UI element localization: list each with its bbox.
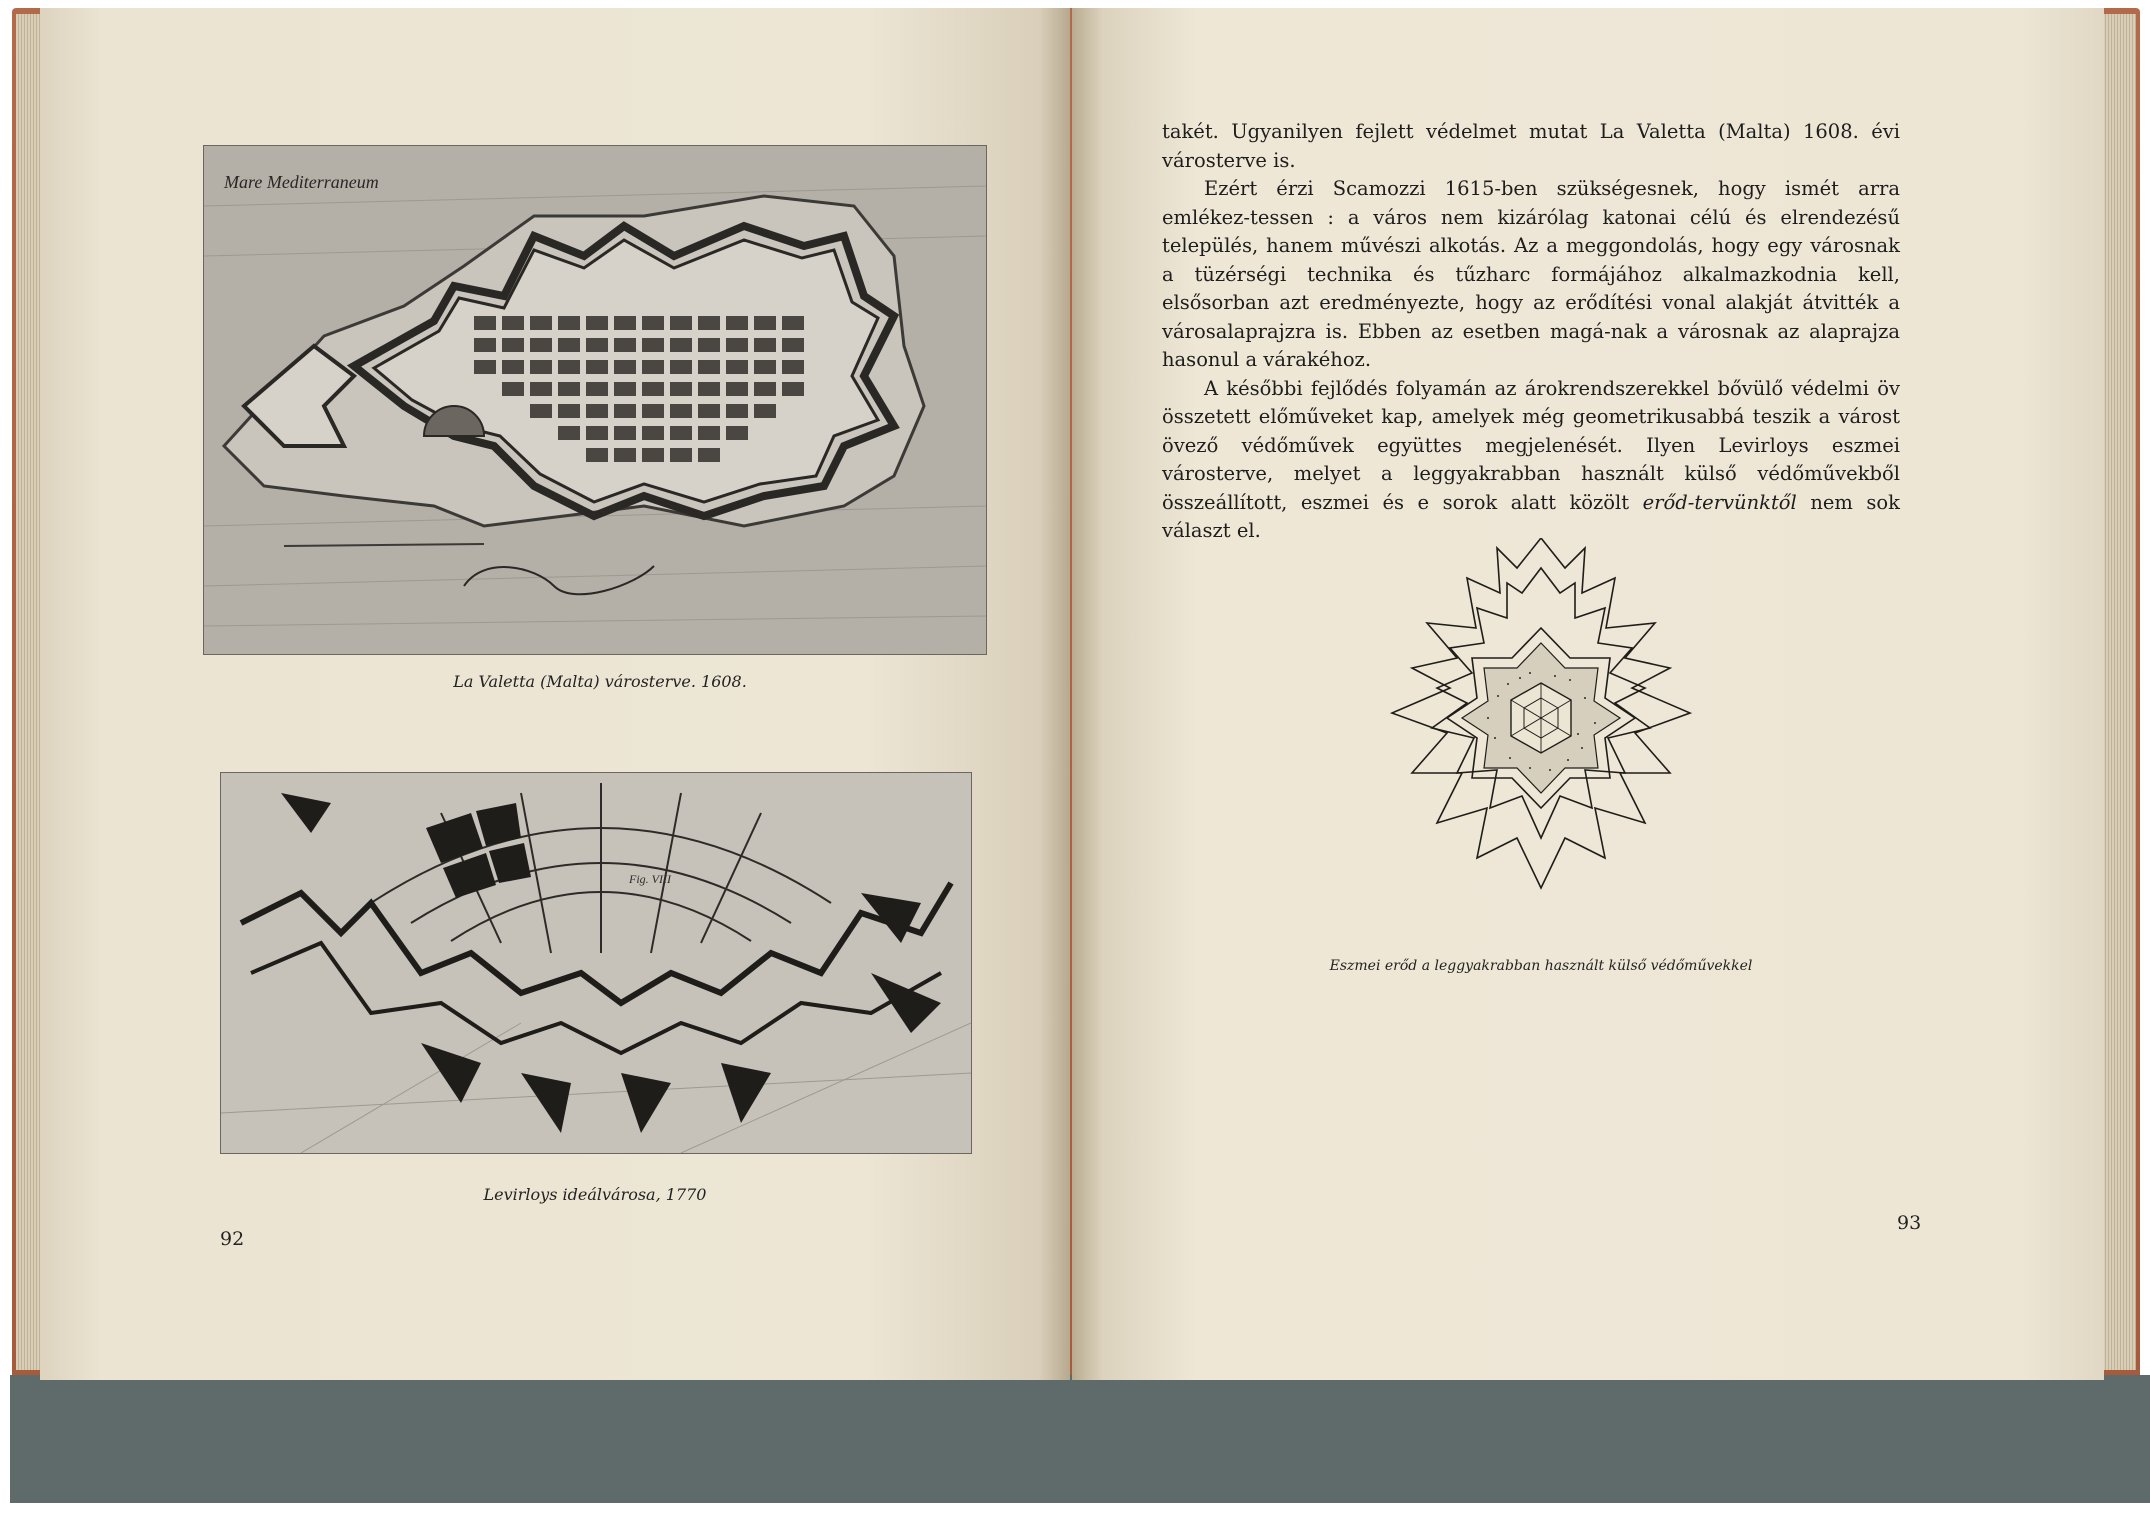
ideal-fortress-figure <box>1370 538 1712 938</box>
paragraph-3-emphasis: erőd-tervünktől <box>1642 490 1797 514</box>
left-page-number: 92 <box>220 1228 245 1250</box>
levirloys-map-inscription: Fig. VIII <box>629 872 671 886</box>
levirloys-map-drawing <box>221 773 971 1153</box>
levirloys-map-image <box>220 772 972 1154</box>
right-page-number: 93 <box>1897 1212 1922 1234</box>
paragraph-1: takét. Ugyanilyen fejlett védelmet mutat La Valetta (Malta) 1608. évi városterve is. <box>1162 120 1900 172</box>
body-text <box>1162 118 1900 546</box>
left-page-edges <box>16 14 42 1370</box>
valetta-caption: La Valetta (Malta) városterve. 1608. <box>453 672 747 691</box>
paragraph-3 <box>1162 375 1900 546</box>
levirloys-caption: Levirloys ideálvárosa, 1770 <box>483 1185 707 1204</box>
paragraph-3-ending: nem sok választ el. <box>1162 490 1900 542</box>
valetta-map-inscription: Mare Mediterraneum <box>224 172 379 192</box>
fortress-caption: Eszmei erőd a leggyakrabban használt külső védőművekkel <box>1329 958 1753 974</box>
paragraph-2: Ezért érzi Scamozzi 1615-ben szükségesnek, hogy ismét arra emlékez-tessen : a város nem kizárólag katonai célú és elrendezésű település, hanem művészi alkotás. Az a meggondolás, hogy egy városnak a tüzérségi technika és tűzharc formájához alkalmazkodnia kell, elsősorban azt eredményezte, hogy az erődítési vonal alakját átvitték a városalaprajzra is. Ebben az esetben magá-nak a városnak az alaprajza hasonul a várakéhoz. <box>1162 177 1900 371</box>
ideal-fortress-drawing <box>1370 538 1712 938</box>
table-surface <box>10 1375 2150 1503</box>
valetta-map-drawing <box>204 146 986 654</box>
valetta-map-image <box>203 145 987 655</box>
paragraph-3-text: A későbbi fejlődés folyamán az árokrendszerekkel bővülő védelmi öv összetett előműveket kap, amelyek még geometrikusabbá teszik a várost övező védőművek együttes megjelenését. Ilyen Levirloys eszmei városterve, melyet a leggyakrabban használt külső védőművekből összeállított, eszmei és e sorok alatt közölt <box>1162 376 1900 514</box>
right-page-edges <box>2100 14 2136 1370</box>
